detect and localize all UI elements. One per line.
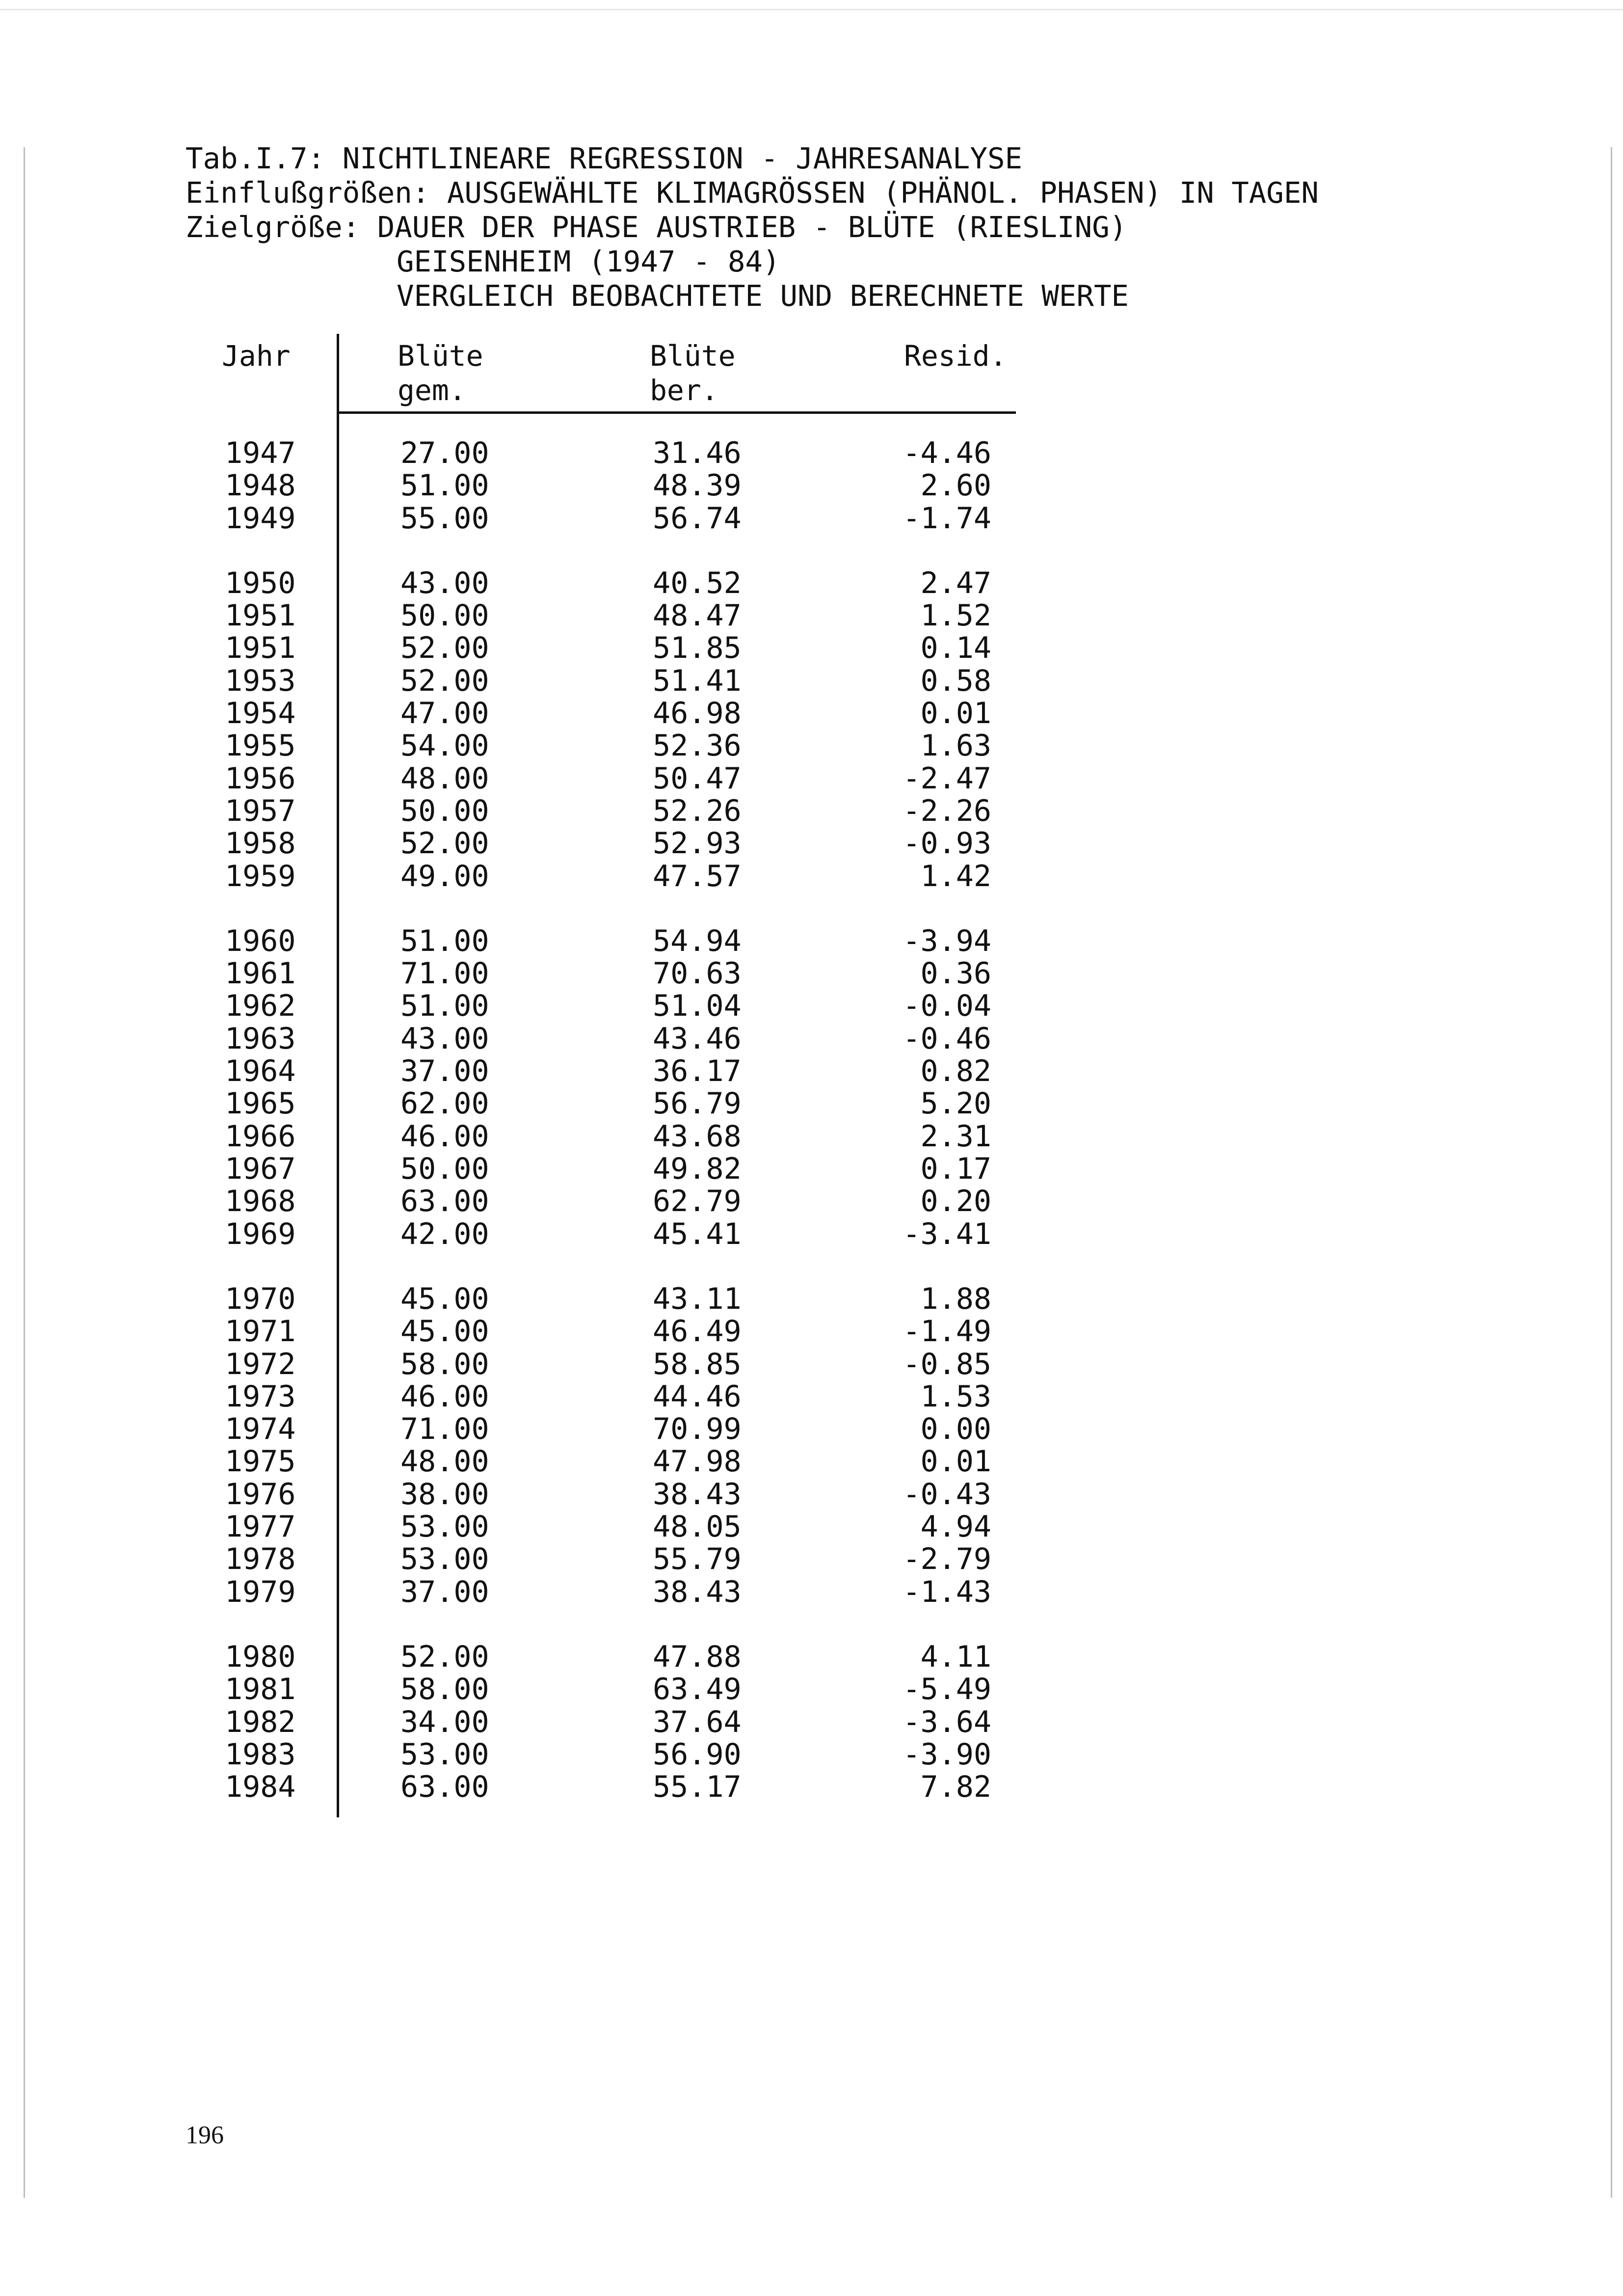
cell-year: 1981 [225,1672,296,1706]
table-caption [186,141,1319,313]
cell-year: 1958 [225,826,296,861]
cell-resid: 0.58 [920,664,991,698]
cell-bluete-gem: 53.00 [400,1542,489,1576]
table-column-divider [337,334,339,1817]
cell-bluete-ber: 51.85 [653,631,742,665]
header-gem-line2: gem. [398,374,466,407]
cell-bluete-gem: 50.00 [400,1152,489,1186]
cell-resid: -0.85 [903,1347,991,1381]
cell-bluete-gem: 63.00 [400,1184,489,1218]
cell-resid: 0.14 [920,631,991,665]
cell-bluete-ber: 46.49 [653,1314,742,1349]
cell-resid: -0.46 [903,1022,991,1056]
cell-bluete-ber: 50.47 [653,761,742,796]
header-ber-line2: ber. [650,374,718,407]
cell-bluete-gem: 37.00 [400,1575,489,1609]
cell-bluete-ber: 31.46 [653,436,742,470]
cell-bluete-ber: 47.98 [653,1444,742,1479]
cell-bluete-ber: 55.79 [653,1542,742,1576]
cell-resid: 0.01 [920,1444,991,1479]
cell-year: 1972 [225,1347,296,1381]
cell-resid: 2.31 [920,1119,991,1154]
cell-year: 1950 [225,566,296,600]
cell-bluete-ber: 56.79 [653,1086,742,1121]
cell-resid: -1.74 [903,501,991,536]
cell-bluete-gem: 37.00 [400,1054,489,1088]
header-gem-line1: Blüte [398,339,483,373]
cell-resid: -3.41 [903,1217,991,1251]
cell-bluete-gem: 43.00 [400,566,489,600]
cell-bluete-gem: 50.00 [400,598,489,633]
cell-year: 1951 [225,631,296,665]
cell-bluete-ber: 55.17 [653,1770,742,1804]
cell-resid: -2.79 [903,1542,991,1576]
cell-bluete-ber: 48.39 [653,468,742,503]
cell-resid: 7.82 [920,1770,991,1804]
caption-subtitle: VERGLEICH BEOBACHTETE UND BERECHNETE WERTE [397,279,1129,313]
cell-resid: 0.01 [920,696,991,730]
cell-bluete-gem: 54.00 [400,729,489,763]
cell-resid: 0.82 [920,1054,991,1088]
cell-year: 1967 [225,1152,296,1186]
cell-year: 1979 [225,1575,296,1609]
cell-bluete-gem: 63.00 [400,1770,489,1804]
cell-year: 1961 [225,956,296,991]
cell-year: 1960 [225,924,296,958]
cell-year: 1957 [225,794,296,828]
cell-bluete-ber: 70.63 [653,956,742,991]
cell-bluete-gem: 43.00 [400,1022,489,1056]
cell-resid: 0.17 [920,1152,991,1186]
cell-year: 1948 [225,468,296,503]
caption-title: Tab.I.7: NICHTLINEARE REGRESSION - JAHRESANALYSE [186,141,1023,175]
cell-bluete-ber: 70.99 [653,1412,742,1446]
cell-year: 1973 [225,1379,296,1414]
cell-resid: 4.94 [920,1510,991,1544]
cell-resid: -3.94 [903,924,991,958]
scan-top-border [0,9,1623,10]
cell-bluete-gem: 71.00 [400,956,489,991]
cell-resid: 1.53 [920,1379,991,1414]
cell-resid: -0.04 [903,989,991,1023]
cell-bluete-ber: 52.36 [653,729,742,763]
caption-location: GEISENHEIM (1947 - 84) [397,244,780,278]
cell-bluete-ber: 63.49 [653,1672,742,1706]
cell-bluete-ber: 38.43 [653,1575,742,1609]
cell-bluete-ber: 47.88 [653,1640,742,1674]
cell-year: 1964 [225,1054,296,1088]
cell-resid: 1.52 [920,598,991,633]
cell-bluete-gem: 52.00 [400,664,489,698]
cell-bluete-ber: 43.11 [653,1282,742,1316]
cell-bluete-ber: 38.43 [653,1477,742,1512]
cell-bluete-ber: 43.68 [653,1119,742,1154]
cell-resid: 4.11 [920,1640,991,1674]
cell-bluete-ber: 47.57 [653,859,742,893]
cell-bluete-gem: 51.00 [400,989,489,1023]
cell-resid: -3.90 [903,1737,991,1772]
cell-resid: -5.49 [903,1672,991,1706]
cell-bluete-ber: 52.26 [653,794,742,828]
cell-bluete-gem: 34.00 [400,1705,489,1739]
cell-resid: -0.93 [903,826,991,861]
cell-bluete-ber: 48.47 [653,598,742,633]
cell-bluete-ber: 54.94 [653,924,742,958]
cell-resid: -2.26 [903,794,991,828]
cell-bluete-gem: 71.00 [400,1412,489,1446]
cell-bluete-gem: 27.00 [400,436,489,470]
cell-year: 1975 [225,1444,296,1479]
cell-bluete-ber: 51.41 [653,664,742,698]
cell-year: 1965 [225,1086,296,1121]
cell-year: 1977 [225,1510,296,1544]
cell-bluete-ber: 58.85 [653,1347,742,1381]
cell-bluete-ber: 49.82 [653,1152,742,1186]
cell-bluete-ber: 45.41 [653,1217,742,1251]
header-year: Jahr [222,339,291,373]
cell-year: 1974 [225,1412,296,1446]
cell-year: 1947 [225,436,296,470]
caption-influences: Einflußgrößen: AUSGEWÄHLTE KLIMAGRÖSSEN (PHÄNOL. PHASEN) IN TAGEN [186,176,1319,210]
cell-resid: 0.20 [920,1184,991,1218]
cell-year: 1949 [225,501,296,536]
cell-year: 1962 [225,989,296,1023]
cell-bluete-gem: 58.00 [400,1347,489,1381]
cell-year: 1969 [225,1217,296,1251]
cell-bluete-gem: 51.00 [400,468,489,503]
cell-bluete-gem: 53.00 [400,1737,489,1772]
caption-target: Zielgröße: DAUER DER PHASE AUSTRIEB - BLÜTE (RIESLING) [186,210,1127,244]
cell-bluete-ber: 51.04 [653,989,742,1023]
cell-bluete-gem: 51.00 [400,924,489,958]
cell-bluete-ber: 46.98 [653,696,742,730]
cell-year: 1980 [225,1640,296,1674]
cell-bluete-gem: 52.00 [400,826,489,861]
cell-bluete-ber: 62.79 [653,1184,742,1218]
cell-bluete-gem: 47.00 [400,696,489,730]
cell-year: 1982 [225,1705,296,1739]
cell-year: 1968 [225,1184,296,1218]
cell-bluete-ber: 43.46 [653,1022,742,1056]
cell-year: 1951 [225,598,296,633]
cell-resid: -2.47 [903,761,991,796]
cell-year: 1955 [225,729,296,763]
cell-resid: -4.46 [903,436,991,470]
cell-bluete-gem: 46.00 [400,1379,489,1414]
cell-year: 1971 [225,1314,296,1349]
table-header-rule [337,411,1016,414]
cell-resid: -1.43 [903,1575,991,1609]
cell-year: 1959 [225,859,296,893]
cell-bluete-ber: 36.17 [653,1054,742,1088]
cell-year: 1953 [225,664,296,698]
cell-bluete-gem: 48.00 [400,1444,489,1479]
cell-resid: 5.20 [920,1086,991,1121]
cell-year: 1956 [225,761,296,796]
cell-bluete-ber: 56.74 [653,501,742,536]
cell-year: 1963 [225,1022,296,1056]
cell-bluete-gem: 49.00 [400,859,489,893]
cell-bluete-gem: 58.00 [400,1672,489,1706]
cell-bluete-gem: 42.00 [400,1217,489,1251]
page-number: 196 [186,2121,224,2149]
cell-year: 1984 [225,1770,296,1804]
cell-resid: 2.60 [920,468,991,503]
header-ber-line1: Blüte [650,339,736,373]
cell-bluete-gem: 50.00 [400,794,489,828]
scan-right-edge [1611,147,1612,2198]
cell-year: 1976 [225,1477,296,1512]
cell-year: 1983 [225,1737,296,1772]
cell-resid: 0.36 [920,956,991,991]
cell-bluete-gem: 53.00 [400,1510,489,1544]
cell-bluete-ber: 48.05 [653,1510,742,1544]
cell-year: 1978 [225,1542,296,1576]
cell-year: 1954 [225,696,296,730]
cell-resid: -3.64 [903,1705,991,1739]
cell-bluete-gem: 46.00 [400,1119,489,1154]
cell-year: 1966 [225,1119,296,1154]
cell-bluete-gem: 48.00 [400,761,489,796]
cell-bluete-ber: 37.64 [653,1705,742,1739]
cell-bluete-gem: 38.00 [400,1477,489,1512]
cell-resid: -1.49 [903,1314,991,1349]
cell-resid: 1.63 [920,729,991,763]
cell-bluete-ber: 56.90 [653,1737,742,1772]
cell-bluete-gem: 55.00 [400,501,489,536]
cell-bluete-ber: 40.52 [653,566,742,600]
cell-resid: 2.47 [920,566,991,600]
cell-bluete-gem: 45.00 [400,1282,489,1316]
cell-bluete-gem: 45.00 [400,1314,489,1349]
cell-resid: -0.43 [903,1477,991,1512]
cell-resid: 0.00 [920,1412,991,1446]
cell-bluete-ber: 44.46 [653,1379,742,1414]
cell-year: 1970 [225,1282,296,1316]
cell-resid: 1.42 [920,859,991,893]
cell-bluete-ber: 52.93 [653,826,742,861]
cell-bluete-gem: 62.00 [400,1086,489,1121]
cell-bluete-gem: 52.00 [400,1640,489,1674]
cell-resid: 1.88 [920,1282,991,1316]
scan-left-edge [24,147,25,2198]
cell-bluete-gem: 52.00 [400,631,489,665]
header-resid: Resid. [904,339,1007,373]
